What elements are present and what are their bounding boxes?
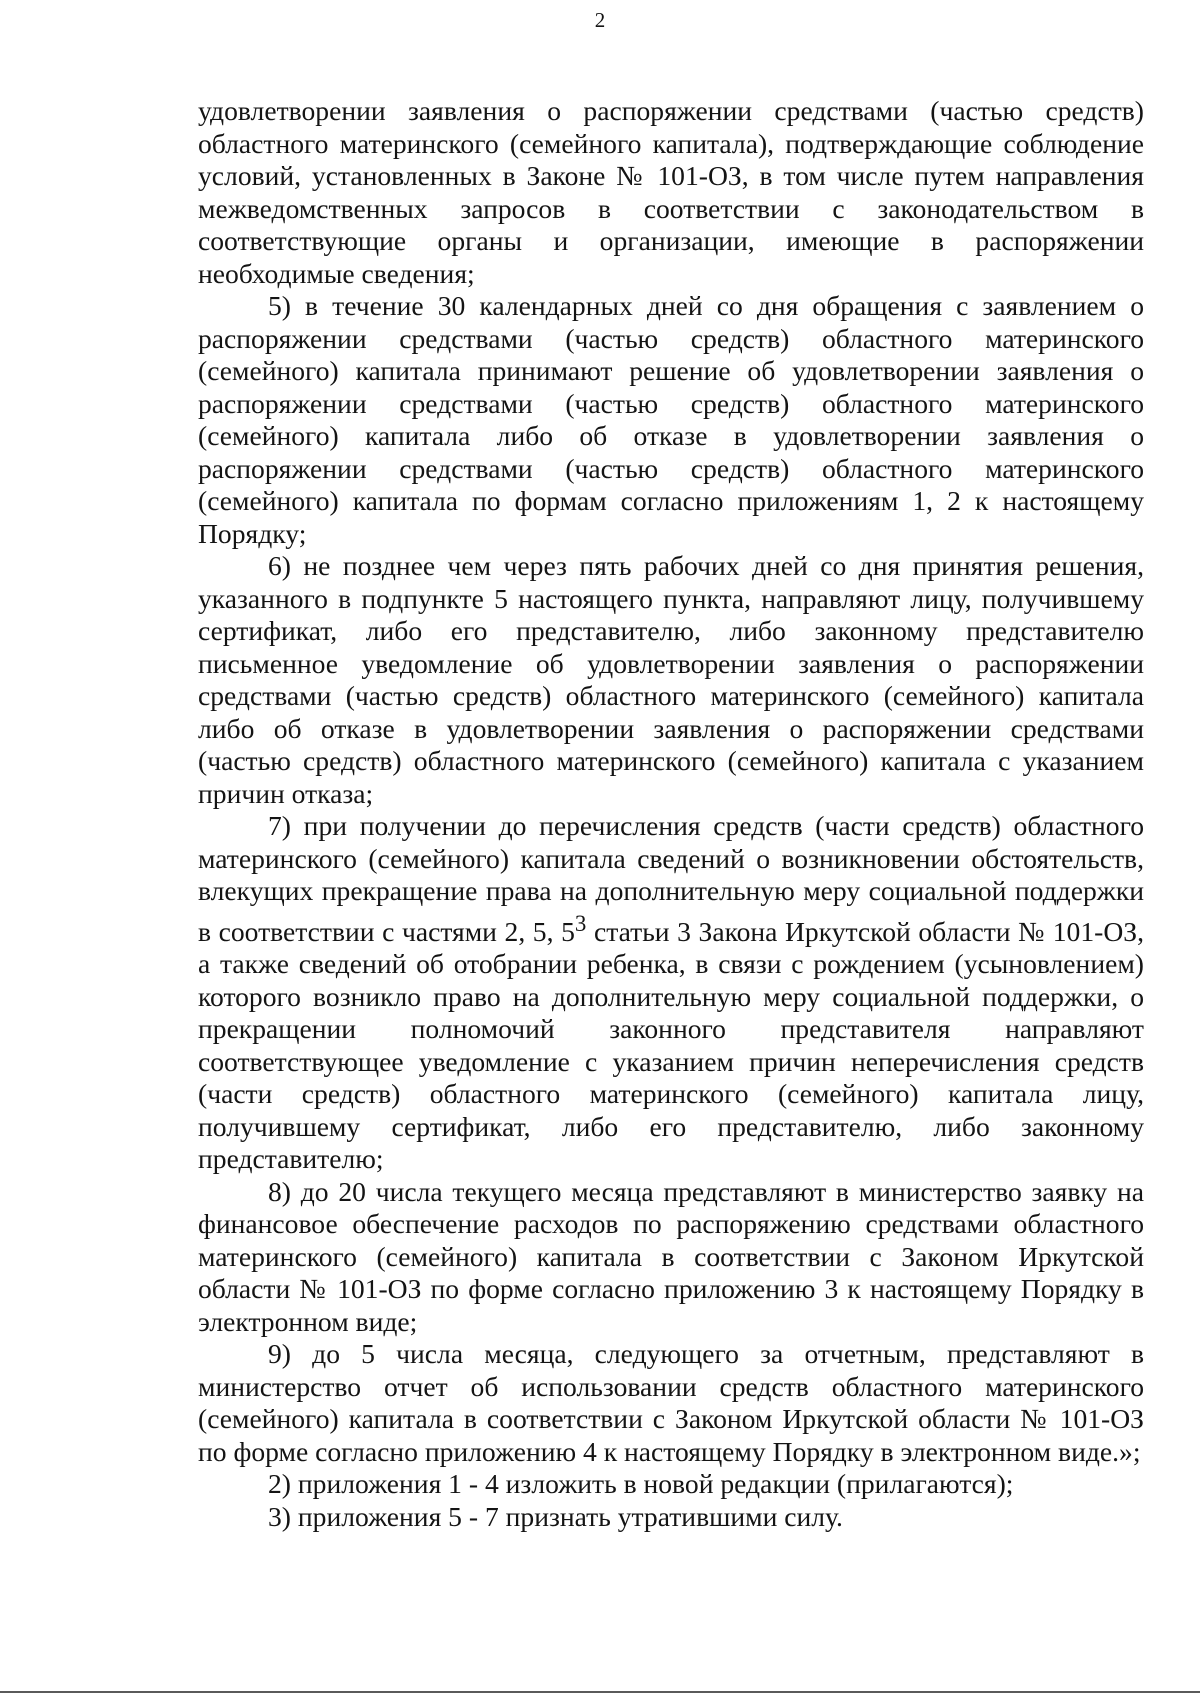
superscript-3: 3 (574, 910, 587, 936)
page-number: 2 (594, 8, 606, 32)
paragraph-item-7-text-end: статьи 3 Закона Иркутской области № 101-ОЗ, а также сведений об отобрании ребенка, в связи с рождением (усыновлением) которого возникло право на дополнительную меру социальной поддержки, о прекращении полномочий законного представителя направляют соответствующее уведомление с указанием причин неперечисления средств (части средств) областного материнского (семейного) капитала лицу, получившему сертификат, либо его представителю, либо законному представителю; (198, 915, 1144, 1175)
paragraph-item-6: 6) не позднее чем через пять рабочих дней со дня принятия решения, указанного в подпункте 5 настоящего пункта, направляют лицу, получившему сертификат, либо его представителю, либо законному представителю письменное уведомление об удовлетворении заявления о распоряжении средствами (частью средств) областного материнского (семейного) капитала либо об отказе в удовлетворении заявления о распоряжении средствами (частью средств) областного материнского (семейного) капитала с указанием причин отказа; (198, 550, 1144, 809)
bottom-scan-edge (0, 1691, 1200, 1693)
paragraph-item-5: 5) в течение 30 календарных дней со дня обращения с заявлением о распоряжении средствами (частью средств) областного материнского (семейного) капитала принимают решение об удовлетворении заявления о распоряжении средствами (частью средств) областного материнского (семейного) капитала либо об отказе в удовлетворении заявления о распоряжении средствами (частью средств) областного материнского (семейного) капитала по формам согласно приложениям 1, 2 к настоящему Порядку; (198, 290, 1144, 549)
paragraph-change-2: 2) приложения 1 - 4 изложить в новой редакции (прилагаются); (268, 1468, 1014, 1500)
paragraph-item-8: 8) до 20 числа текущего месяца представляют в министерство заявку на финансовое обеспечение расходов по распоряжению средствами областного материнского (семейного) капитала в соответствии с Законом Иркутской области № 101-ОЗ по форме согласно приложению 3 к настоящему Порядку в электронном виде; (198, 1175, 1144, 1337)
paragraph-item-7 (198, 810, 1144, 1176)
paragraph-item-9: 9) до 5 числа месяца, следующего за отчетным, представляют в министерство отчет об использовании средств областного материнского (семейного) капитала в соответствии с Законом Иркутской области № 101-ОЗ по форме согласно приложению 4 к настоящему Порядку в электронном виде.»; (198, 1338, 1144, 1467)
paragraph-change-3: 3) приложения 5 - 7 признать утратившими силу. (268, 1500, 843, 1532)
paragraph-continuation: удовлетворении заявления о распоряжении средствами (частью средств) областного материнского (семейного капитала), подтверждающие соблюдение условий, установленных в Законе № 101-ОЗ, в том числе путем направления межведомственных запросов в соответствии с законодательством в соответствующие органы и организации, имеющие в распоряжении необходимые сведения; (198, 95, 1144, 289)
document-body (198, 95, 1144, 1533)
paragraph-item-7-text-start: 7) при получении до перечисления средств (части средств) областного материнского (семейного) капитала сведений о возникновении обстоятельств, влекущих прекращение права на дополнительную меру социальной поддержки в соответствии с частями 2, 5, 5 (198, 810, 1144, 947)
